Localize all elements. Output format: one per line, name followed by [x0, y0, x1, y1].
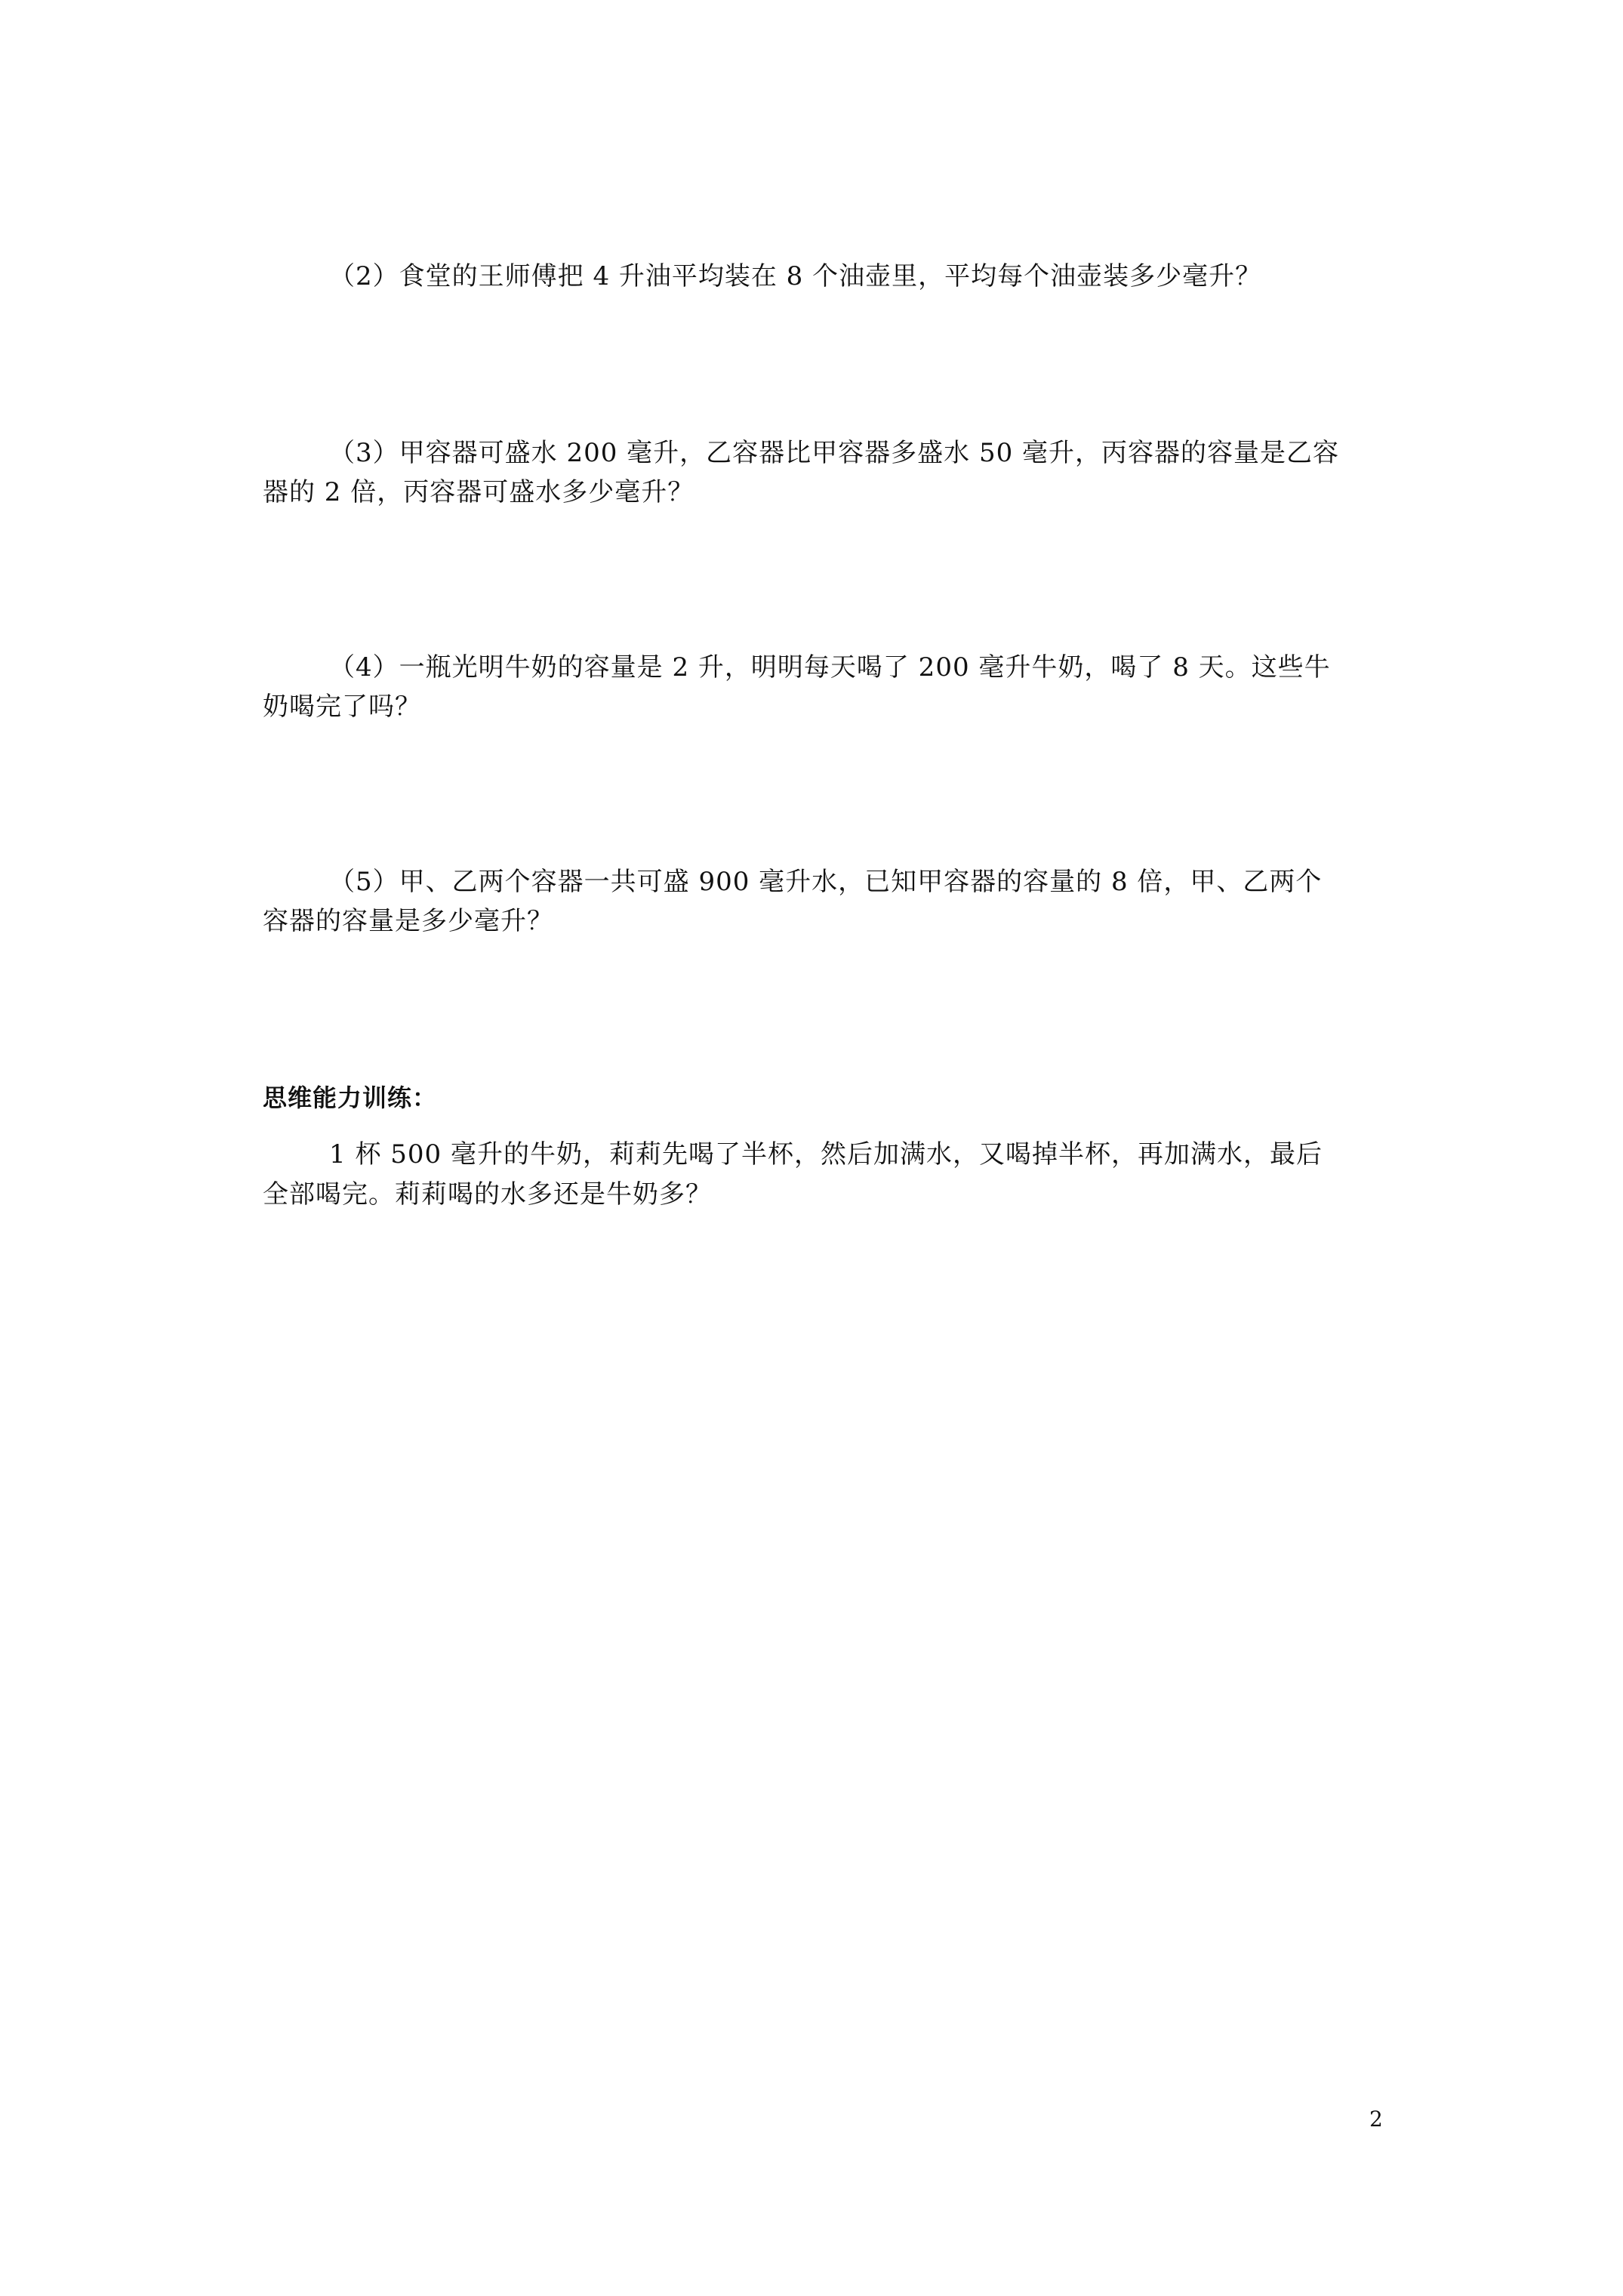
thinking-section-heading: 思维能力训练： [263, 1083, 438, 1112]
question-3-line-1: （3）甲容器可盛水 200 毫升，乙容器比甲容器多盛水 50 毫升，丙容器的容量是乙容 [329, 438, 1340, 468]
page-number: 2 [1369, 2106, 1383, 2131]
question-3-line-2: 器的 2 倍，丙容器可盛水多少毫升？ [263, 477, 694, 507]
question-2-line-1: （2）食堂的王师傅把 4 升油平均装在 8 个油壶里，平均每个油壶装多少毫升？ [329, 261, 1262, 291]
thinking-question-line-1: 1 杯 500 毫升的牛奶，莉莉先喝了半杯，然后加满水，又喝掉半杯，再加满水，最后 [329, 1139, 1323, 1170]
question-5-line-1: （5）甲、乙两个容器一共可盛 900 毫升水，已知甲容器的容量的 8 倍，甲、乙两个 [329, 867, 1323, 897]
question-4-line-2: 奶喝完了吗？ [263, 692, 421, 722]
question-4-line-1: （4）一瓶光明牛奶的容量是 2 升，明明每天喝了 200 毫升牛奶，喝了 8 天。这些牛 [329, 652, 1331, 683]
thinking-question-line-2: 全部喝完。莉莉喝的水多还是牛奶多？ [263, 1179, 712, 1210]
question-5-line-2: 容器的容量是多少毫升？ [263, 906, 553, 936]
